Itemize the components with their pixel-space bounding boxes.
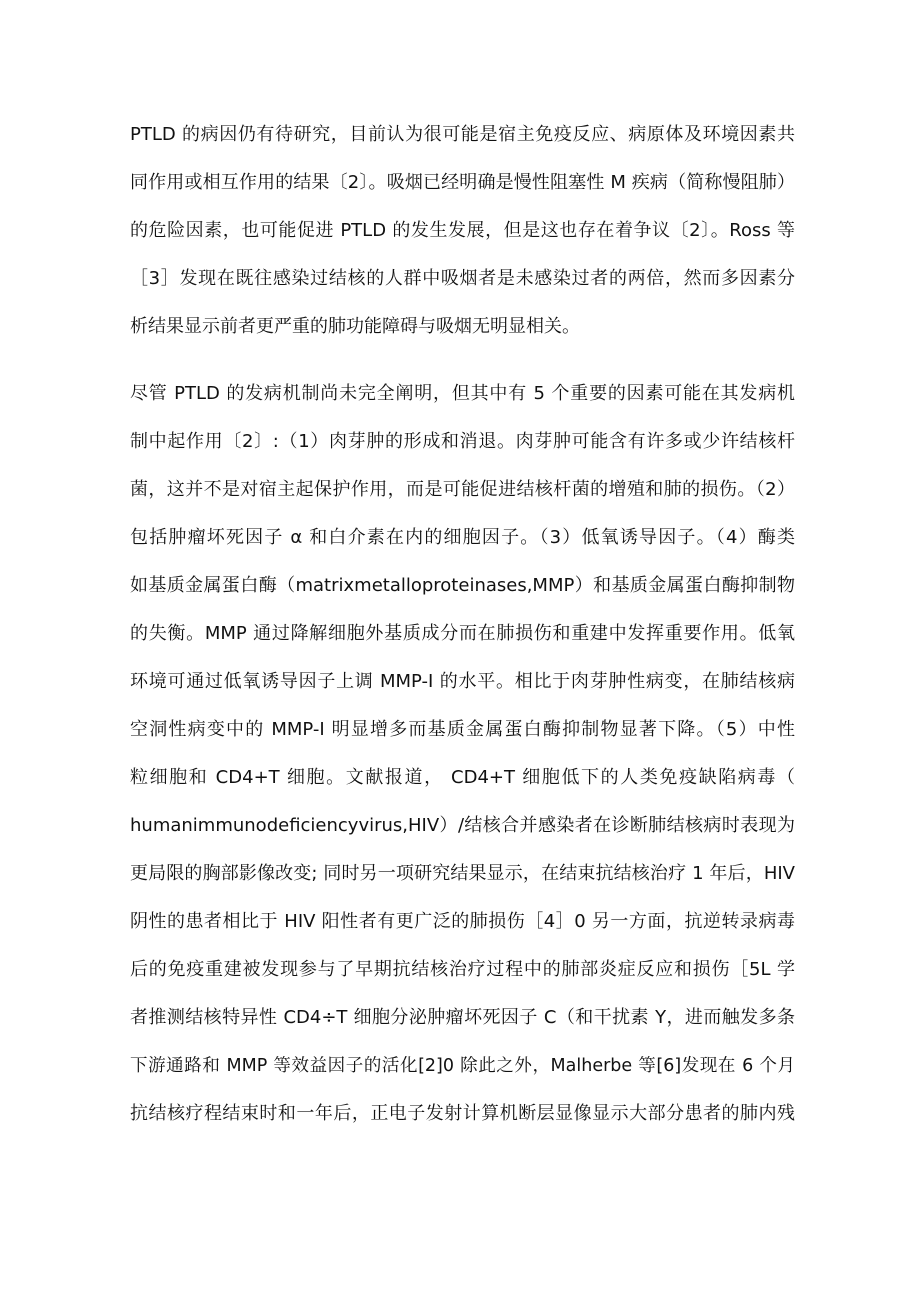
text-line: 包括肿瘤坏死因子 α 和白介素在内的细胞因子。（3）低氧诱导因子。（4）酶类 <box>130 527 795 548</box>
text-line: 者推测结核特异性 CD4÷T 细胞分泌肿瘤坏死因子 C（和干扰素 Y，进而触发多条 <box>130 1007 795 1028</box>
text-line: 阴性的患者相比于 HIV 阳性者有更广泛的肺损伤［4］0 另一方面，抗逆转录病毒 <box>130 911 795 932</box>
text-line: 环境可通过低氧诱导因子上调 MMP-I 的水平。相比于肉芽肿性病变，在肺结核病 <box>130 671 795 692</box>
paragraph-pathogenesis <box>130 370 795 1138</box>
text-line: 抗结核疗程结束时和一年后，正电子发射计算机断层显像显示大部分患者的肺内残 <box>130 1103 795 1124</box>
text-line: 空洞性病变中的 MMP-I 明显增多而基质金属蛋白酶抑制物显著下降。（5）中性 <box>130 719 795 740</box>
text-line: 制中起作用〔2〕:（1）肉芽肿的形成和消退。肉芽肿可能含有许多或少许结核杆 <box>130 431 795 452</box>
text-line: 尽管 PTLD 的发病机制尚未完全阐明，但其中有 5 个重要的因素可能在其发病机 <box>130 383 795 404</box>
paragraph-etiology <box>130 111 795 351</box>
text-line: 更局限的胸部影像改变; 同时另一项研究结果显示，在结束抗结核治疗 1 年后，HIV <box>130 863 795 884</box>
text-line: ［3］发现在既往感染过结核的人群中吸烟者是未感染过者的两倍，然而多因素分 <box>130 268 795 289</box>
text-line: 如基质金属蛋白酶（matrixmetalloproteinases,MMP）和基质金属蛋白酶抑制物 <box>130 575 795 596</box>
text-line: 的危险因素，也可能促进 PTLD 的发生发展，但是这也存在着争议〔2〕。Ross 等 <box>130 220 795 241</box>
text-line: 粒细胞和 CD4+T 细胞。文献报道， CD4+T 细胞低下的人类免疫缺陷病毒（ <box>130 767 795 788</box>
text-line: humanimmunodeficiencyvirus,HIV）/结核合并感染者在诊断肺结核病时表现为 <box>130 815 795 836</box>
text-line: 同作用或相互作用的结果〔2〕。吸烟已经明确是慢性阻塞性 M 疾病（简称慢阻肺） <box>130 172 795 193</box>
text-line: PTLD 的病因仍有待研究，目前认为很可能是宿主免疫反应、病原体及环境因素共 <box>130 124 795 145</box>
text-line: 下游通路和 MMP 等效益因子的活化[2]0 除此之外，Malherbe 等[6]发现在 6 个月 <box>130 1056 795 1076</box>
text-line: 的失衡。MMP 通过降解细胞外基质成分而在肺损伤和重建中发挥重要作用。低氧 <box>130 623 795 644</box>
text-line: 析结果显示前者更严重的肺功能障碍与吸烟无明显相关。 <box>130 316 580 337</box>
text-line: 后的免疫重建被发现参与了早期抗结核治疗过程中的肺部炎症反应和损伤［5L 学 <box>130 959 795 980</box>
text-line: 菌，这并不是对宿主起保护作用，而是可能促进结核杆菌的增殖和肺的损伤。（2） <box>130 479 795 500</box>
